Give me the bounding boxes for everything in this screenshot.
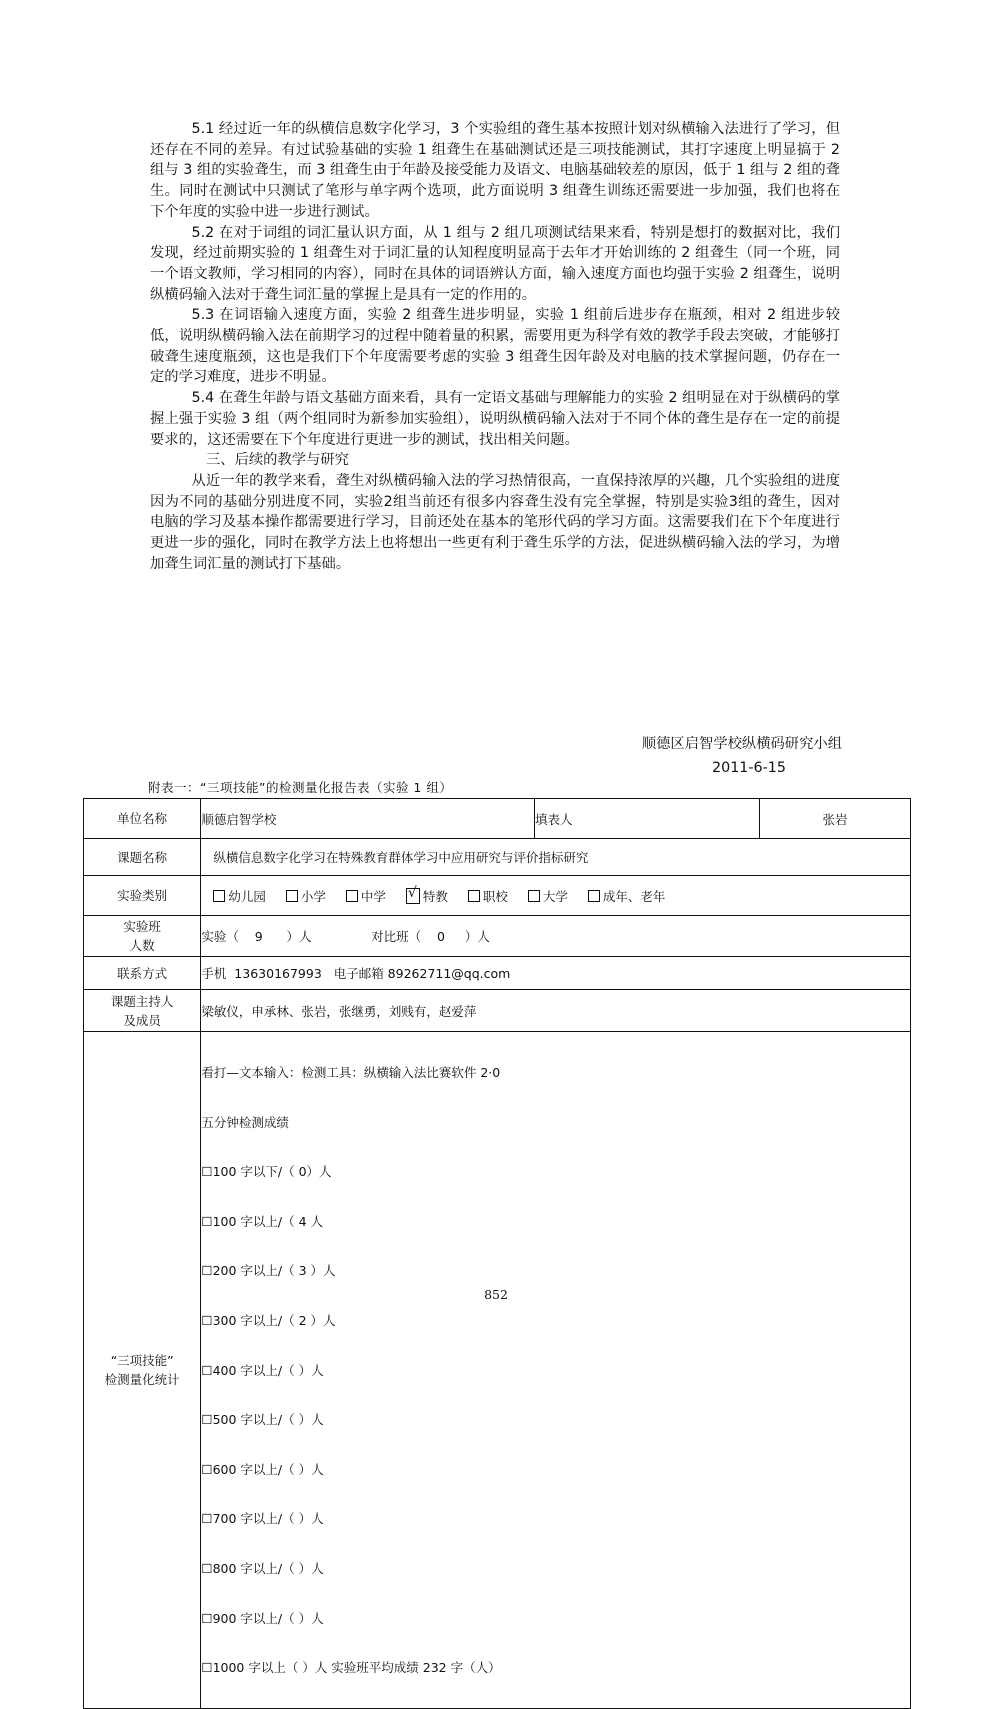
paragraph-5-4: 5.4 在聋生年龄与语文基础方面来看，具有一定语文基础与理解能力的实验 2 组明显在对于纵横码的掌握上强于实验 3 组（两个组同时为新参加实验组），说明纵横码输入法对于不同个体的聋生是存在一定的前提要求的，这还需要在下个年度进行更进一步的测试，找出相关问题。 (150, 390, 840, 448)
checkbox-icon[interactable] (528, 890, 540, 902)
topic-value: 纵横信息数字化学习在特殊教育群体学习中应用研究与评价指标研究 (201, 839, 911, 876)
checkbox-icon[interactable] (213, 890, 225, 902)
stats-line: 看打—文本输入：检测工具：纵横输入法比赛软件 2·0 (201, 1065, 501, 1080)
category-option-middle[interactable]: 中学 (346, 889, 386, 904)
stats-line: ☐300 字以上/（ 2 ）人 (201, 1312, 336, 1328)
class-count-value: 实验（ 9 ）人 对比班（ 0 ）人 (201, 916, 911, 957)
stats-line: ☐600 字以上/（ ）人 (201, 1461, 324, 1477)
stats-line: ☐100 字以上/（ 4 人 (201, 1213, 324, 1229)
row-contact (84, 957, 911, 990)
members-value: 梁敏仪，申承林、张岩，张继勇，刘贱有，赵爱萍 (201, 990, 911, 1032)
stats-content (201, 1032, 911, 1709)
checkbox-icon[interactable] (346, 890, 358, 902)
checked-checkbox-icon[interactable] (406, 884, 420, 904)
body-text (150, 119, 840, 574)
members-label: 课题主持人 及成员 (84, 990, 201, 1032)
category-option-kindergarten[interactable]: 幼儿园 (213, 889, 266, 904)
row-stats (84, 1032, 911, 1709)
row-members (84, 990, 911, 1032)
report-table (83, 798, 911, 1709)
unit-label: 单位名称 (84, 799, 201, 839)
paragraph-5-1: 5.1 经过近一年的纵横信息数字化学习，3 个实验组的聋生基本按照计划对纵横输入法进行了学习，但还存在不同的差异。有过试验基础的实验 1 组聋生在基础测试还是三项技能测试，其打字速度上明显搞于 2 组与 3 组的实验聋生，而 3 组聋生由于年龄及接受能力及语文、电脑基础较差的原因，低于 1 组与 2 组的聋生。同时在测试中只测试了笔形与单字两个选项，此方面说明 3 组聋生训练还需要进一步加强，我们也将在下个年度的实验中进一步进行测试。 (150, 121, 840, 220)
contact-label: 联系方式 (84, 957, 201, 990)
category-option-special-ed[interactable]: √ 特教 (407, 884, 448, 904)
stats-line: ☐900 字以上/（ ）人 (201, 1610, 324, 1626)
signature-date: 2011-6-15 (712, 760, 786, 776)
stats-line: ☐700 字以上/（ ）人 (201, 1511, 324, 1527)
checkbox-icon[interactable] (588, 890, 600, 902)
stats-label: “三项技能” 检测量化统计 (84, 1032, 201, 1709)
category-option-vocational[interactable]: 职校 (468, 889, 508, 904)
checkbox-icon[interactable] (286, 890, 298, 902)
row-category (84, 876, 911, 916)
unit-value: 顺德启智学校 (201, 799, 535, 839)
section-heading: 三、后续的教学与研究 (206, 452, 349, 469)
filler-value: 张岩 (759, 799, 910, 839)
category-options (201, 876, 911, 916)
category-option-primary[interactable]: 小学 (286, 889, 326, 904)
category-option-university[interactable]: 大学 (528, 889, 568, 904)
section-paragraph: 从近一年的教学来看，聋生对纵横码输入法的学习热情很高，一直保持浓厚的兴趣，几个实验组的进度因为不同的基础分别进度不同，实验2组当前还有很多内容聋生没有完全掌握，特别是实验3组的聋生，因对电脑的学习及基本操作都需要进行学习，目前还处在基本的笔形代码的学习方面。这需要我们在下个年度进行更进一步的强化，同时在教学方法上也将想出一些更有利于聋生乐学的方法，促进纵横码输入法的学习，为增加聋生词汇量的测试打下基础。 (150, 472, 840, 572)
stats-line: ☐400 字以上/（ ）人 (201, 1362, 324, 1378)
stats-line: 五分钟检测成绩 (201, 1114, 289, 1130)
row-unit (84, 799, 911, 839)
table-caption: 附表一：“三项技能”的检测量化报告表（实验 1 组） (148, 780, 453, 795)
topic-label: 课题名称 (84, 839, 201, 876)
signature-block (560, 732, 842, 780)
class-count-label: 实验班 人数 (84, 916, 201, 957)
stats-line: ☐100 字以下/（ 0）人 (201, 1164, 332, 1180)
stats-line: ☐800 字以上/（ ）人 (201, 1560, 324, 1576)
filler-label: 填表人 (534, 799, 759, 839)
page-number: 852 (484, 1287, 508, 1302)
contact-value: 手机 13630167993 电子邮箱 89262711@qq.com (201, 957, 911, 990)
paragraph-5-2: 5.2 在对于词组的词汇量认识方面，从 1 组与 2 组几项测试结果来看，特别是想打的数据对比，我们发现，经过前期实验的 1 组聋生对于词汇量的认知程度明显高于去年才开始训练的 2 组聋生（同一个班，同一个语文教师，学习相同的内容），同时在具体的词语辨认方面，输入速度方面也均强于实验 2 组聋生，说明纵横码输入法对于聋生词汇量的掌握上是具有一定的作用的。 (150, 224, 840, 303)
stats-line: ☐200 字以上/（ 3 ）人 (201, 1263, 336, 1279)
signature-org: 顺德区启智学校纵横码研究小组 (641, 736, 842, 752)
row-class-count (84, 916, 911, 957)
checkbox-icon[interactable] (468, 890, 480, 902)
stats-line: ☐500 字以上/（ ）人 (201, 1412, 324, 1428)
row-topic (84, 839, 911, 876)
check-mark-icon: √ (407, 884, 417, 901)
category-option-adult[interactable]: 成年、老年 (588, 889, 666, 904)
category-label: 实验类别 (84, 876, 201, 916)
paragraph-5-3: 5.3 在词语输入速度方面，实验 2 组聋生进步明显，实验 1 组前后进步存在瓶颈，相对 2 组进步较低，说明纵横码输入法在前期学习的过程中随着量的积累，需要用更为科学有效的教学手段去突破，才能够打破聋生速度瓶颈，这也是我们下个年度需要考虑的实验 3 组聋生因年龄及对电脑的技术掌握问题，仍存在一定的学习难度，进步不明显。 (150, 307, 840, 386)
stats-line: ☐1000 字以上（ ）人 实验班平均成绩 232 字（人） (201, 1660, 501, 1676)
